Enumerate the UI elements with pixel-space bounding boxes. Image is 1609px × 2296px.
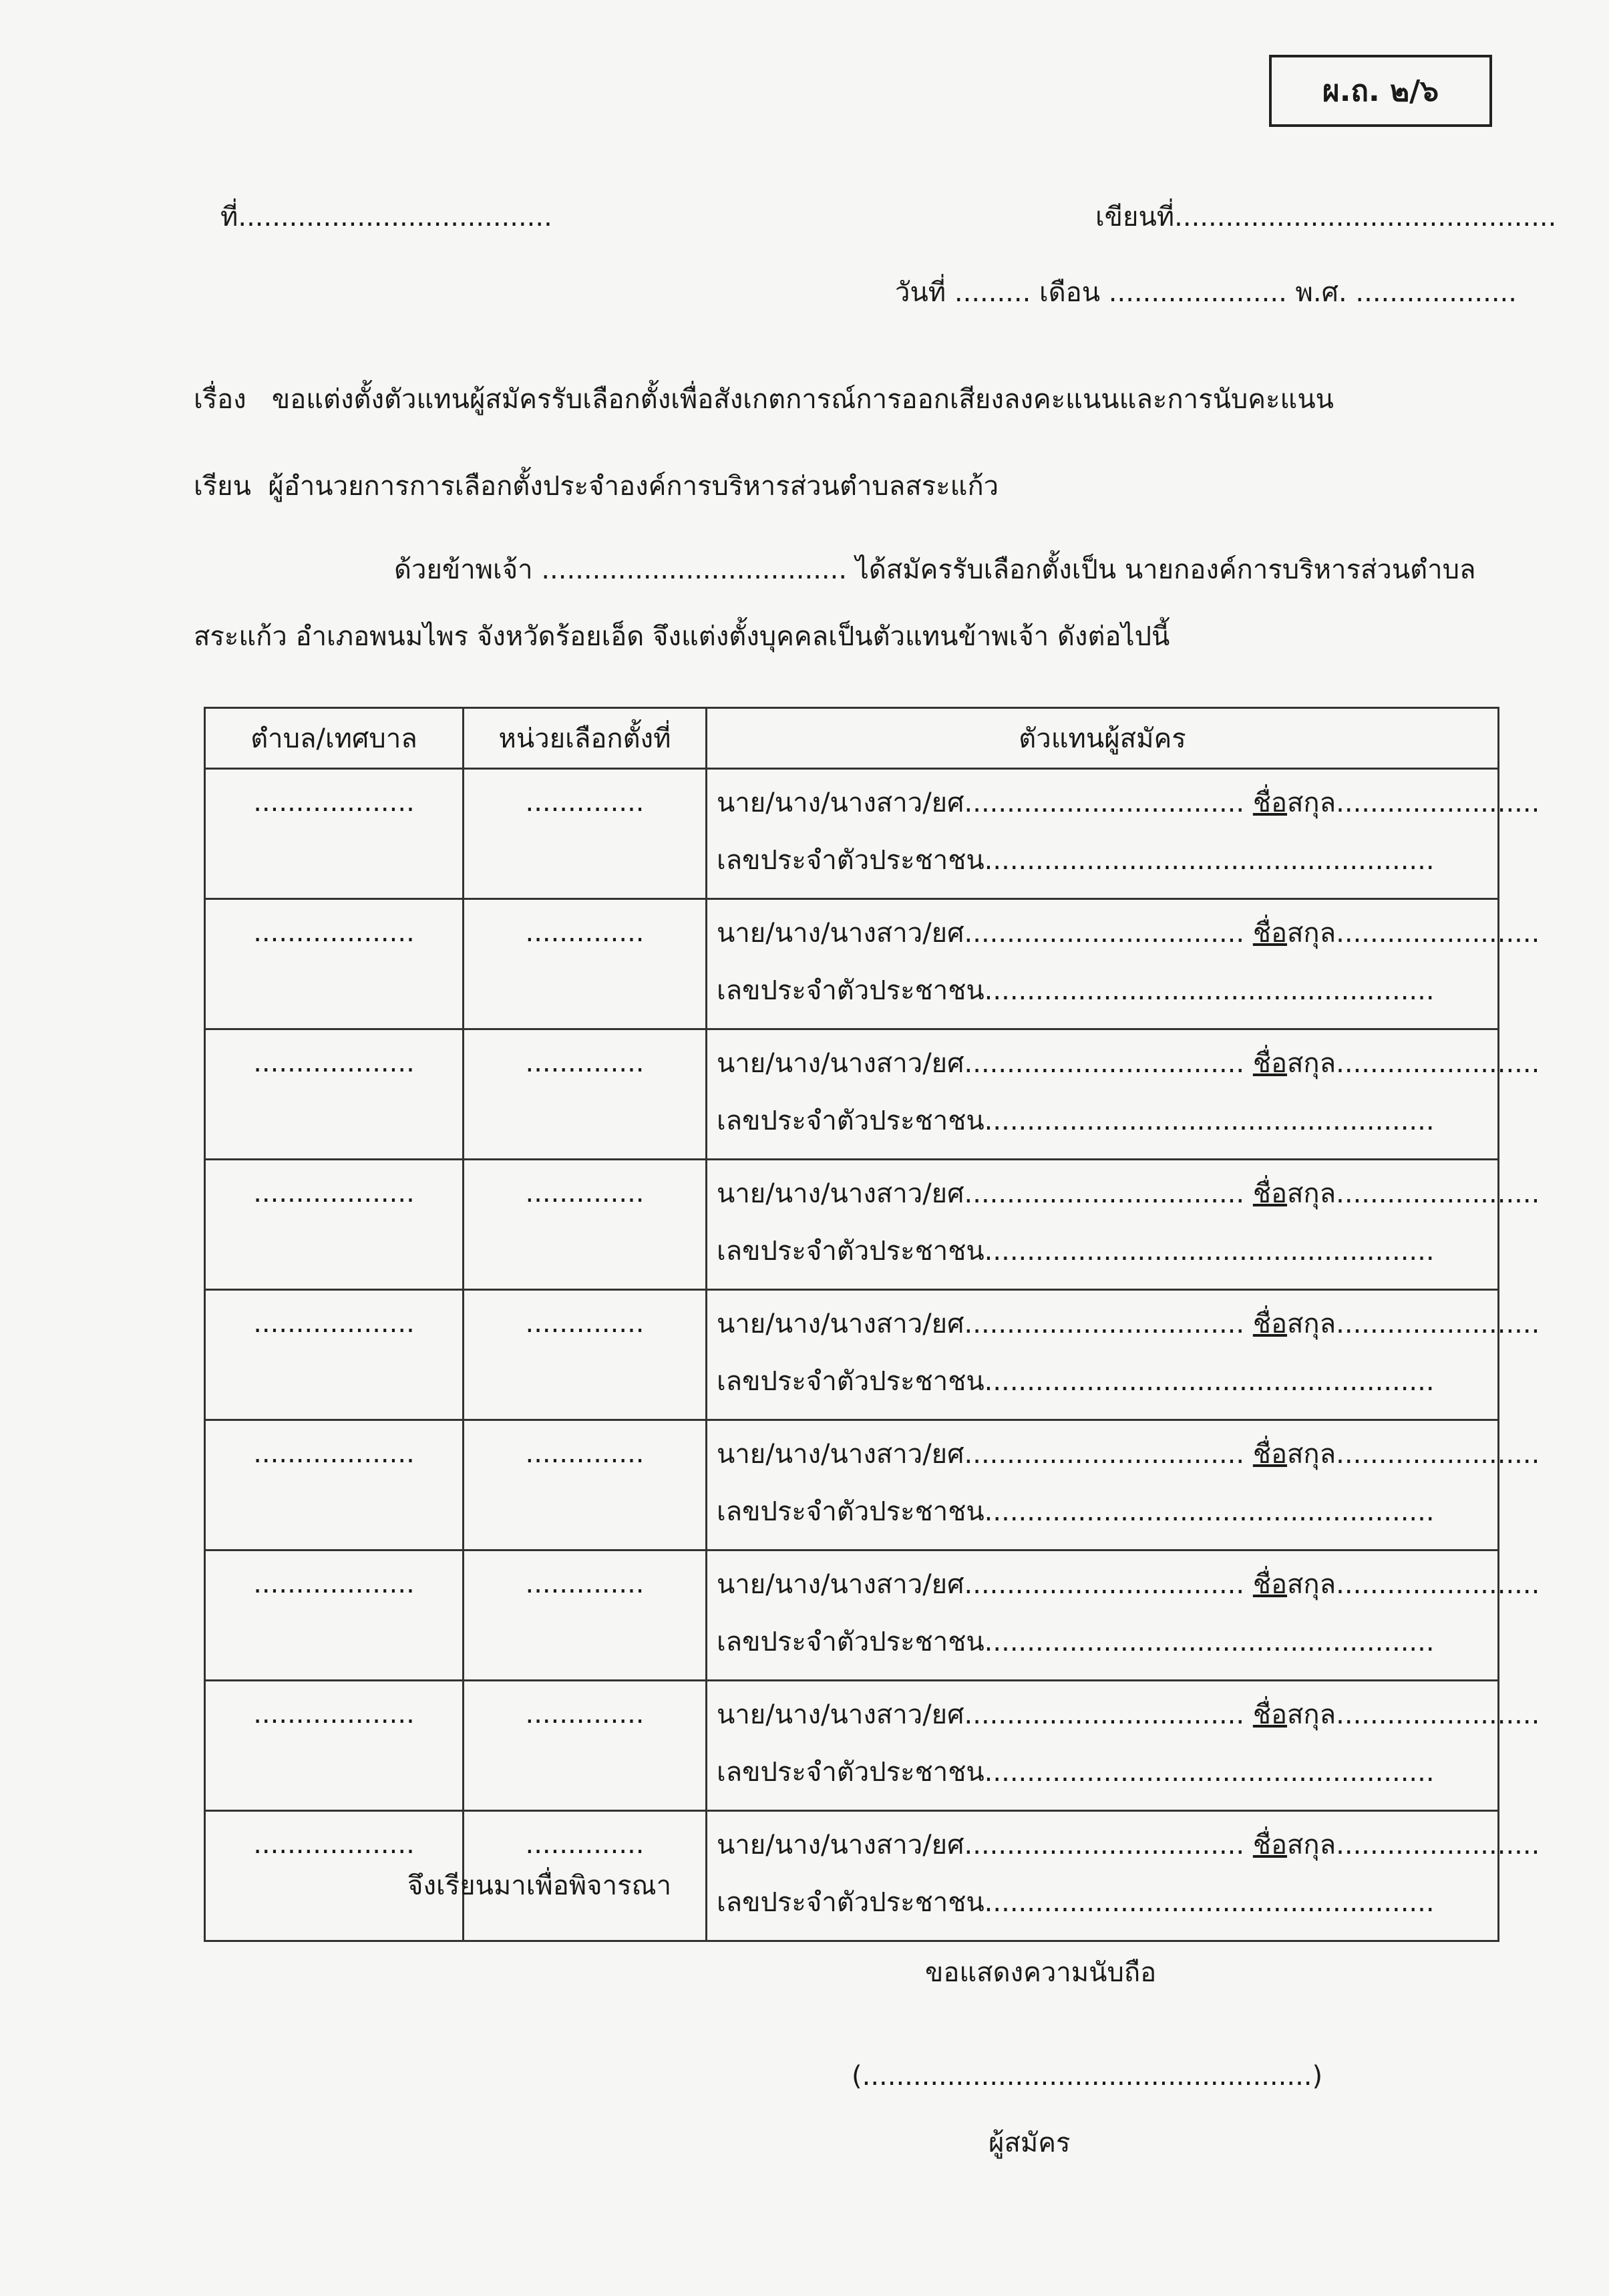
table-row <box>205 1681 1499 1811</box>
subdistrict-blank: ................... <box>253 1308 415 1339</box>
polling-unit-cell <box>464 1029 707 1160</box>
date-field: วันที่ ......... เดือน ..................... พ.ศ. ................... <box>895 277 1517 308</box>
representative-name-line <box>717 1695 1540 1752</box>
table-row <box>205 1290 1499 1420</box>
polling-unit-cell <box>464 1550 707 1681</box>
subdistrict-blank: ................... <box>253 1178 415 1208</box>
representative-name-line <box>717 1174 1540 1231</box>
representative-cell <box>707 1420 1540 1550</box>
name-prefix-blank: นาย/นาง/นางสาว/ยศ................................. <box>717 1309 1245 1339</box>
representative-name-line <box>717 913 1540 971</box>
surname-label-underlined: ชื่อ <box>1252 1569 1287 1600</box>
table-row <box>205 769 1499 899</box>
representative-name-line <box>717 1434 1540 1492</box>
salutation-label: เรียน <box>194 471 251 502</box>
form-code-box <box>1269 55 1492 127</box>
representative-cell <box>707 1681 1540 1811</box>
subdistrict-blank: ................... <box>253 787 415 818</box>
header-representative: ตัวแทนผู้สมัคร <box>707 708 1499 769</box>
surname-label-underlined: ชื่อ <box>1252 1309 1287 1339</box>
signer-title: ผู้สมัคร <box>989 2128 1071 2158</box>
citizen-id-line: เลขประจำตัวประชาชน..................................................... <box>717 1887 1435 1918</box>
surname-label-underlined: ชื่อ <box>1252 1699 1287 1730</box>
citizen-id-line: เลขประจำตัวประชาชน..................................................... <box>717 1757 1435 1788</box>
table-row <box>205 1420 1499 1550</box>
subdistrict-blank: ................... <box>253 1438 415 1469</box>
polling-unit-blank: .............. <box>525 1438 645 1469</box>
subdistrict-blank: ................... <box>253 917 415 948</box>
subject-label: เรื่อง <box>194 384 246 415</box>
salutation-text: ผู้อำนวยการการเลือกตั้งประจำองค์การบริหารส่วนตำบลสระแก้ว <box>268 471 999 502</box>
surname-label-underlined: ชื่อ <box>1252 1830 1287 1860</box>
subdistrict-cell <box>205 1160 464 1290</box>
surname-label-underlined: ชื่อ <box>1252 1178 1287 1209</box>
name-prefix-blank: นาย/นาง/นางสาว/ยศ................................. <box>717 1178 1245 1209</box>
subdistrict-blank: ................... <box>253 1829 415 1860</box>
body-line-1: ด้วยข้าพเจ้า .................................... ได้สมัครรับเลือกตั้งเป็น นายกองค์การบริหารส่วนตำบล <box>394 554 1476 585</box>
header-subdistrict: ตำบล/เทศบาล <box>205 708 464 769</box>
citizen-id-line: เลขประจำตัวประชาชน..................................................... <box>717 1496 1435 1527</box>
representative-cell <box>707 1550 1540 1681</box>
subdistrict-blank: ................... <box>253 1047 415 1078</box>
surname-blank: สกุล........................ <box>1287 788 1540 818</box>
header-polling-unit: หน่วยเลือกตั้งที่ <box>464 708 707 769</box>
surname-label-underlined: ชื่อ <box>1252 788 1287 818</box>
citizen-id-line: เลขประจำตัวประชาชน..................................................... <box>717 1366 1435 1397</box>
representatives-table <box>204 707 1540 1942</box>
name-prefix-blank: นาย/นาง/นางสาว/ยศ................................. <box>717 1439 1245 1470</box>
name-prefix-blank: นาย/นาง/นางสาว/ยศ................................. <box>717 1569 1245 1600</box>
representative-cell <box>707 769 1540 899</box>
surname-blank: สกุล........................ <box>1287 1699 1540 1730</box>
representative-name-line <box>717 1043 1540 1101</box>
surname-blank: สกุล........................ <box>1287 1439 1540 1470</box>
polling-unit-cell <box>464 769 707 899</box>
subdistrict-cell <box>205 1681 464 1811</box>
consider-text: จึงเรียนมาเพื่อพิจารณา <box>407 1870 672 1901</box>
citizen-id-line: เลขประจำตัวประชาชน..................................................... <box>717 845 1435 876</box>
polling-unit-blank: .............. <box>525 1699 645 1730</box>
subdistrict-cell <box>205 1290 464 1420</box>
polling-unit-blank: .............. <box>525 917 645 948</box>
subdistrict-blank: ................... <box>253 1569 415 1599</box>
polling-unit-blank: .............. <box>525 1047 645 1078</box>
table-row <box>205 899 1499 1029</box>
representative-name-line <box>717 1825 1540 1882</box>
table-row <box>205 1029 1499 1160</box>
table-row <box>205 1550 1499 1681</box>
surname-blank: สกุล........................ <box>1287 1830 1540 1860</box>
written-at-field: เขียนที่............................................. <box>1095 202 1557 232</box>
citizen-id-line: เลขประจำตัวประชาชน..................................................... <box>717 975 1435 1006</box>
reference-number-field: ที่..................................... <box>220 202 552 232</box>
subdistrict-cell <box>205 899 464 1029</box>
salutation-line <box>194 464 999 507</box>
subject-line <box>194 377 1334 420</box>
representative-cell <box>707 1160 1540 1290</box>
subdistrict-cell <box>205 1550 464 1681</box>
citizen-id-line: เลขประจำตัวประชาชน..................................................... <box>717 1236 1435 1267</box>
polling-unit-blank: .............. <box>525 1829 645 1860</box>
representative-cell <box>707 899 1540 1029</box>
polling-unit-cell <box>464 899 707 1029</box>
polling-unit-blank: .............. <box>525 1308 645 1339</box>
regards-text: ขอแสดงความนับถือ <box>925 1957 1157 1988</box>
name-prefix-blank: นาย/นาง/นางสาว/ยศ................................. <box>717 1830 1245 1860</box>
representative-name-line <box>717 1304 1540 1361</box>
polling-unit-blank: .............. <box>525 787 645 818</box>
name-prefix-blank: นาย/นาง/นางสาว/ยศ................................. <box>717 1699 1245 1730</box>
surname-blank: สกุล........................ <box>1287 1309 1540 1339</box>
body-line-2: สระแก้ว อำเภอพนมไพร จังหวัดร้อยเอ็ด จึงแต่งตั้งบุคคลเป็นตัวแทนข้าพเจ้า ดังต่อไปนี้ <box>194 621 1170 652</box>
surname-label-underlined: ชื่อ <box>1252 1439 1287 1470</box>
polling-unit-cell <box>464 1420 707 1550</box>
polling-unit-cell <box>464 1160 707 1290</box>
representative-cell <box>707 1290 1540 1420</box>
representative-name-line <box>717 783 1540 840</box>
subdistrict-cell <box>205 1420 464 1550</box>
surname-blank: สกุล........................ <box>1287 918 1540 949</box>
polling-unit-blank: .............. <box>525 1178 645 1208</box>
polling-unit-blank: .............. <box>525 1569 645 1599</box>
surname-blank: สกุล........................ <box>1287 1569 1540 1600</box>
surname-label-underlined: ชื่อ <box>1252 918 1287 949</box>
subdistrict-blank: ................... <box>253 1699 415 1730</box>
surname-blank: สกุล........................ <box>1287 1178 1540 1209</box>
subdistrict-cell <box>205 769 464 899</box>
name-prefix-blank: นาย/นาง/นางสาว/ยศ................................. <box>717 1048 1245 1079</box>
subject-text: ขอแต่งตั้งตัวแทนผู้สมัครรับเลือกตั้งเพื่อสังเกตการณ์การออกเสียงลงคะแนนและการนับคะแนน <box>271 384 1334 415</box>
table-header-row <box>205 708 1499 769</box>
name-prefix-blank: นาย/นาง/นางสาว/ยศ................................. <box>717 918 1245 949</box>
representative-name-line <box>717 1565 1540 1622</box>
subdistrict-cell <box>205 1029 464 1160</box>
surname-blank: สกุล........................ <box>1287 1048 1540 1079</box>
polling-unit-cell <box>464 1290 707 1420</box>
table-row <box>205 1160 1499 1290</box>
table-row <box>205 1811 1499 1941</box>
polling-unit-cell <box>464 1681 707 1811</box>
citizen-id-line: เลขประจำตัวประชาชน..................................................... <box>717 1627 1435 1657</box>
signature-line: (.....................................................) <box>852 2061 1323 2092</box>
representative-cell <box>707 1029 1540 1160</box>
citizen-id-line: เลขประจำตัวประชาชน..................................................... <box>717 1106 1435 1136</box>
form-code: ผ.ถ. ๒/๖ <box>1322 74 1439 108</box>
surname-label-underlined: ชื่อ <box>1252 1048 1287 1079</box>
representative-cell <box>707 1811 1540 1941</box>
name-prefix-blank: นาย/นาง/นางสาว/ยศ................................. <box>717 788 1245 818</box>
